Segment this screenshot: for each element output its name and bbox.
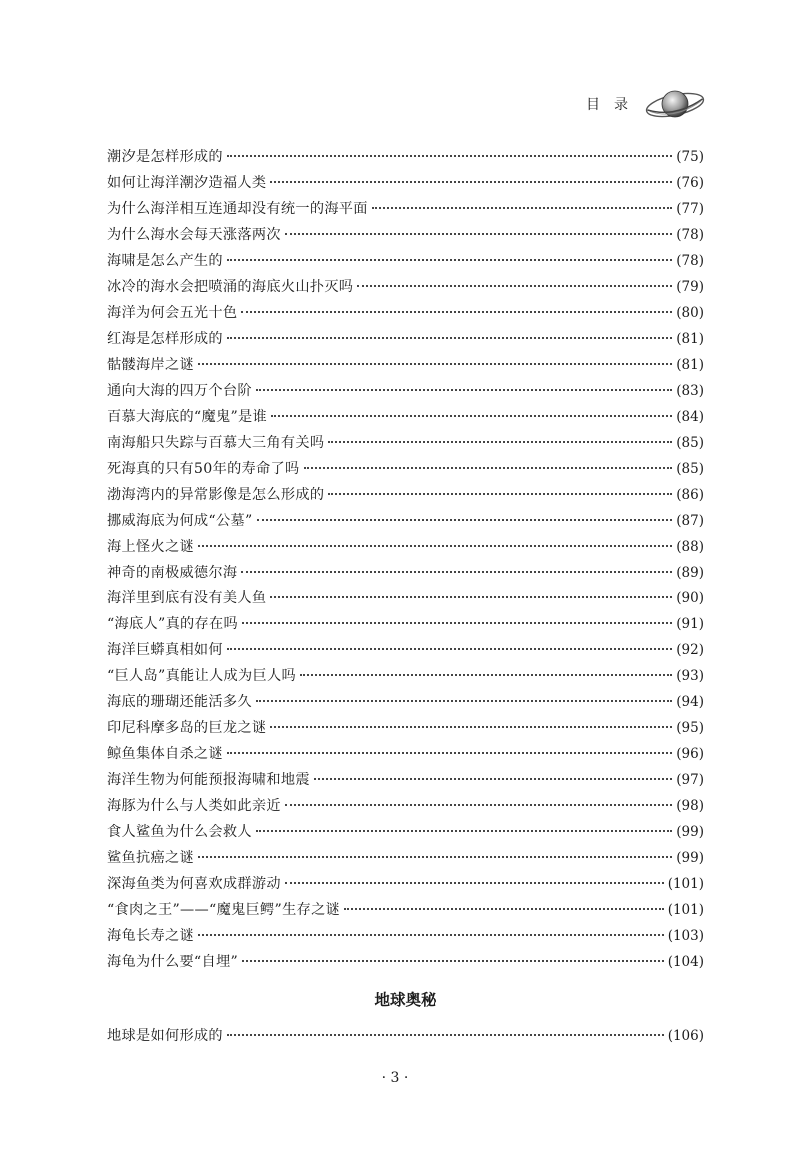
toc-dot-leader (270, 181, 672, 183)
toc-entry-title: 冰冷的海水会把喷涌的海底火山扑灭吗 (107, 278, 354, 295)
toc-dot-leader (198, 363, 672, 365)
toc-entry-title: 潮汐是怎样形成的 (107, 149, 223, 165)
toc-entry-page: (77) (676, 200, 704, 217)
toc-entry-title: 通向大海的四万个台阶 (107, 382, 252, 399)
toc-entry[interactable] (107, 872, 704, 898)
toc-entry-title: 南海船只失踪与百慕大三角有关吗 (107, 434, 325, 451)
toc-entry-title: 海上怪火之谜 (107, 538, 194, 555)
toc-entry-page: (93) (676, 668, 704, 685)
toc-entry-page: (75) (676, 149, 704, 165)
table-of-contents (107, 145, 704, 976)
toc-entry-title: 海啸是怎么产生的 (107, 252, 223, 269)
toc-entry-title: “巨人岛”真能让人成为巨人吗 (107, 668, 296, 685)
toc-dot-leader (328, 441, 672, 443)
toc-entry-title: “海底人”真的存在吗 (107, 616, 239, 633)
toc-entry-title: 海洋为何会五光十色 (107, 304, 238, 321)
toc-entry-title: 海龟长寿之谜 (107, 928, 194, 945)
toc-dot-leader (227, 752, 672, 754)
toc-entry[interactable] (107, 171, 704, 197)
toc-dot-leader (198, 856, 672, 858)
toc-dot-leader (372, 207, 673, 209)
toc-entry-title: 红海是怎样形成的 (107, 330, 223, 347)
toc-entry-title: 海洋生物为何能预报海啸和地震 (107, 772, 310, 789)
toc-dot-leader (270, 596, 672, 598)
toc-entry-page: (101) (667, 902, 704, 919)
toc-dot-leader (242, 960, 664, 962)
saturn-icon (644, 87, 706, 121)
toc-entry-page: (87) (676, 512, 704, 529)
toc-entry-title: 地球是如何形成的 (107, 1028, 223, 1044)
toc-entry[interactable] (107, 561, 704, 587)
toc-entry[interactable] (107, 612, 704, 638)
toc-entry[interactable] (107, 535, 704, 561)
toc-entry-page: (86) (676, 486, 704, 503)
toc-entry-title: 海洋里到底有没有美人鱼 (107, 590, 267, 607)
toc-entry-title: 海龟为什么要“自埋” (107, 954, 239, 971)
toc-dot-leader (314, 778, 672, 780)
toc-entry-page: (99) (676, 824, 704, 841)
toc-entry-page: (104) (667, 954, 704, 971)
toc-dot-leader (227, 155, 672, 157)
toc-entry-page: (83) (676, 382, 704, 399)
toc-entry-title: “食肉之王”——“魔鬼巨鳄”生存之谜 (107, 902, 341, 919)
toc-entry[interactable] (107, 145, 704, 171)
toc-entry-page: (79) (676, 278, 704, 295)
toc-entry-page: (106) (667, 1028, 704, 1044)
toc-entry-page: (85) (676, 460, 704, 477)
toc-entry-title: 百慕大海底的“魔鬼”是谁 (107, 408, 267, 425)
toc-entry[interactable] (107, 898, 704, 924)
toc-entry-page: (84) (676, 408, 704, 425)
toc-dot-leader (256, 389, 672, 391)
toc-entry-title: 如何让海洋潮汐造福人类 (107, 174, 267, 191)
toc-entry[interactable] (107, 249, 704, 275)
toc-dot-leader (328, 493, 672, 495)
toc-dot-leader (271, 415, 672, 417)
toc-dot-leader (357, 285, 672, 287)
toc-entry-page: (85) (676, 434, 704, 451)
toc-entry-title: 神奇的南极威德尔海 (107, 564, 238, 581)
toc-entry[interactable] (107, 197, 704, 223)
toc-entry[interactable] (107, 275, 704, 301)
toc-entry[interactable] (107, 509, 704, 535)
toc-entry-title: 挪威海底为何成“公墓” (107, 512, 253, 529)
toc-dot-leader (242, 622, 672, 624)
toc-entry[interactable] (107, 664, 704, 690)
toc-dot-leader (198, 545, 672, 547)
toc-entry[interactable] (107, 742, 704, 768)
toc-dot-leader (257, 519, 673, 521)
toc-dot-leader (227, 648, 672, 650)
toc-dot-leader (304, 467, 673, 469)
toc-dot-leader (270, 726, 672, 728)
toc-dot-leader (285, 233, 672, 235)
toc-entry-page: (96) (676, 746, 704, 763)
section-entries (107, 1024, 704, 1050)
toc-entry[interactable] (107, 794, 704, 820)
toc-entry-page: (81) (676, 330, 704, 347)
toc-entry[interactable] (107, 301, 704, 327)
toc-entry[interactable] (107, 586, 704, 612)
toc-entry-title: 印尼科摩多岛的巨龙之谜 (107, 720, 267, 737)
toc-entry[interactable] (107, 483, 704, 509)
toc-entry-title: 鲨鱼抗癌之谜 (107, 850, 194, 867)
toc-entry-title: 死海真的只有50年的寿命了吗 (107, 460, 300, 477)
toc-entry-title: 海豚为什么与人类如此亲近 (107, 798, 281, 815)
toc-entry[interactable] (107, 405, 704, 431)
toc-entry[interactable] (107, 223, 704, 249)
toc-dot-leader (227, 1034, 664, 1036)
toc-entry[interactable] (107, 327, 704, 353)
toc-entry[interactable] (107, 690, 704, 716)
toc-entry-title: 为什么海洋相互连通却没有统一的海平面 (107, 200, 368, 217)
toc-entry-title: 为什么海水会每天涨落两次 (107, 226, 281, 243)
toc-entry[interactable] (107, 353, 704, 379)
toc-entry[interactable] (107, 716, 704, 742)
toc-dot-leader (344, 908, 664, 910)
toc-entry-page: (81) (676, 356, 704, 373)
toc-entry-title: 骷髅海岸之谜 (107, 356, 194, 373)
toc-entry-page: (103) (667, 928, 704, 945)
toc-entry-title: 食人鲨鱼为什么会救人 (107, 824, 252, 841)
toc-dot-leader (227, 337, 672, 339)
toc-entry-page: (94) (676, 694, 704, 711)
toc-entry[interactable] (107, 379, 704, 405)
toc-entry-page: (92) (676, 642, 704, 659)
toc-entry[interactable] (107, 768, 704, 794)
toc-entry[interactable] (107, 846, 704, 872)
toc-entry[interactable] (107, 820, 704, 846)
toc-entry-page: (76) (676, 174, 704, 191)
toc-dot-leader (285, 882, 664, 884)
toc-entry-title: 海底的珊瑚还能活多久 (107, 694, 252, 711)
toc-entry-title: 深海鱼类为何喜欢成群游动 (107, 876, 281, 893)
toc-entry[interactable] (107, 924, 704, 950)
toc-entry-title: 海洋巨蟒真相如何 (107, 642, 223, 659)
toc-entry-page: (89) (676, 564, 704, 581)
toc-entry-page: (91) (676, 616, 704, 633)
toc-entry[interactable] (107, 950, 704, 976)
toc-dot-leader (285, 804, 672, 806)
toc-dot-leader (256, 830, 672, 832)
toc-dot-leader (241, 571, 672, 573)
toc-entry-page: (99) (676, 850, 704, 867)
toc-dot-leader (198, 934, 664, 936)
toc-entry[interactable] (107, 431, 704, 457)
toc-dot-leader (227, 259, 672, 261)
toc-dot-leader (241, 311, 672, 313)
toc-entry[interactable] (107, 638, 704, 664)
toc-dot-leader (300, 674, 672, 676)
toc-dot-leader (256, 700, 672, 702)
toc-entry-title: 渤海湾内的异常影像是怎么形成的 (107, 486, 325, 503)
page-number: · 3 · (381, 1070, 409, 1086)
toc-entry-page: (95) (676, 720, 704, 737)
toc-entry-page: (97) (676, 772, 704, 789)
toc-entry-page: (88) (676, 538, 704, 555)
section-heading: 地球奥秘 (374, 991, 437, 1009)
page-header (586, 86, 706, 122)
toc-entry-page: (101) (667, 876, 704, 893)
toc-entry-title: 鲸鱼集体自杀之谜 (107, 746, 223, 763)
toc-entry-page: (78) (676, 252, 704, 269)
toc-entry-page: (90) (676, 590, 704, 607)
toc-entry[interactable] (107, 1024, 704, 1050)
toc-entry-page: (80) (676, 304, 704, 321)
toc-entry-page: (78) (676, 226, 704, 243)
toc-entry-page: (98) (676, 798, 704, 815)
header-title: 目录 (586, 97, 642, 113)
toc-entry[interactable] (107, 457, 704, 483)
